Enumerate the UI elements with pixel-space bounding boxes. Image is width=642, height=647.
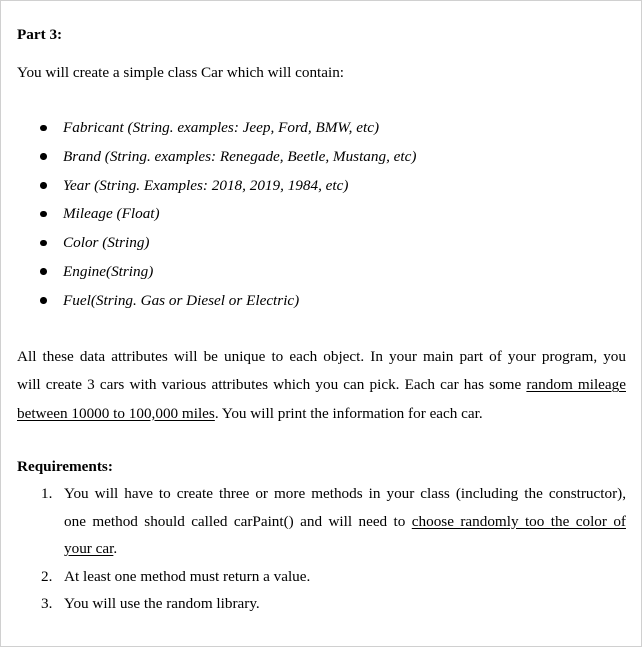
list-number: 2.	[41, 567, 53, 585]
list-item	[17, 485, 629, 568]
requirement-text	[64, 595, 626, 623]
underlined-text: choose randomly too the color of	[411, 512, 626, 530]
requirement-text	[64, 568, 626, 596]
bullet-icon	[40, 268, 47, 275]
attribute-text: Year (String. Examples: 2018, 2019, 1984, etc)	[63, 176, 349, 194]
attribute-text: Fuel(String. Gas or Diesel or Electric)	[63, 291, 300, 309]
list-number: 1.	[41, 485, 53, 502]
requirement-line	[64, 513, 626, 541]
requirement-line: You will have to create three or more methods in your class (including the constructor),	[64, 485, 626, 502]
paragraph-line	[17, 371, 626, 399]
attribute-text: Engine(String)	[63, 262, 154, 280]
bullet-icon	[40, 211, 47, 218]
requirement-plain-text: .	[113, 540, 118, 558]
bullet-icon	[40, 125, 47, 132]
requirement-text	[64, 485, 626, 568]
paragraph-text: . You will print the information for each car.	[214, 404, 483, 422]
intro-text: You will create a simple class Car which will contain:	[17, 64, 345, 81]
paragraph-text: will create 3 cars with various attributes which you can pick. Each car has some	[17, 376, 527, 394]
part-title: Part 3:	[17, 26, 63, 43]
requirement-line	[64, 540, 626, 568]
bullet-icon	[40, 240, 47, 247]
paragraph-line: All these data attributes will be unique to each object. In your main part of your program, you	[17, 348, 626, 365]
requirements-list	[17, 485, 629, 623]
requirements-title: Requirements:	[17, 458, 113, 475]
bullet-icon	[40, 182, 47, 189]
underlined-text: between 10000 to 100,000 miles	[17, 404, 215, 422]
bullet-icon	[40, 297, 47, 304]
list-item	[17, 595, 629, 623]
underlined-text: your car	[64, 540, 114, 558]
attribute-text: Fabricant (String. examples: Jeep, Ford, BMW, etc)	[63, 119, 380, 136]
description-paragraph	[17, 343, 626, 428]
attribute-text: Mileage (Float)	[63, 205, 160, 223]
underlined-text: random mileage	[526, 376, 626, 394]
requirement-line: At least one method must return a value.	[64, 567, 311, 585]
bullet-icon	[40, 153, 47, 160]
paragraph-line	[17, 400, 626, 428]
list-number: 3.	[41, 595, 53, 613]
list-item	[17, 568, 629, 596]
attribute-text: Brand (String. examples: Renegade, Beetle, Mustang, etc)	[63, 147, 417, 165]
requirement-line: You will use the random library.	[64, 595, 260, 613]
attribute-text: Color (String)	[63, 234, 150, 252]
requirement-plain-text: one method should called carPaint() and will need to	[64, 512, 412, 530]
